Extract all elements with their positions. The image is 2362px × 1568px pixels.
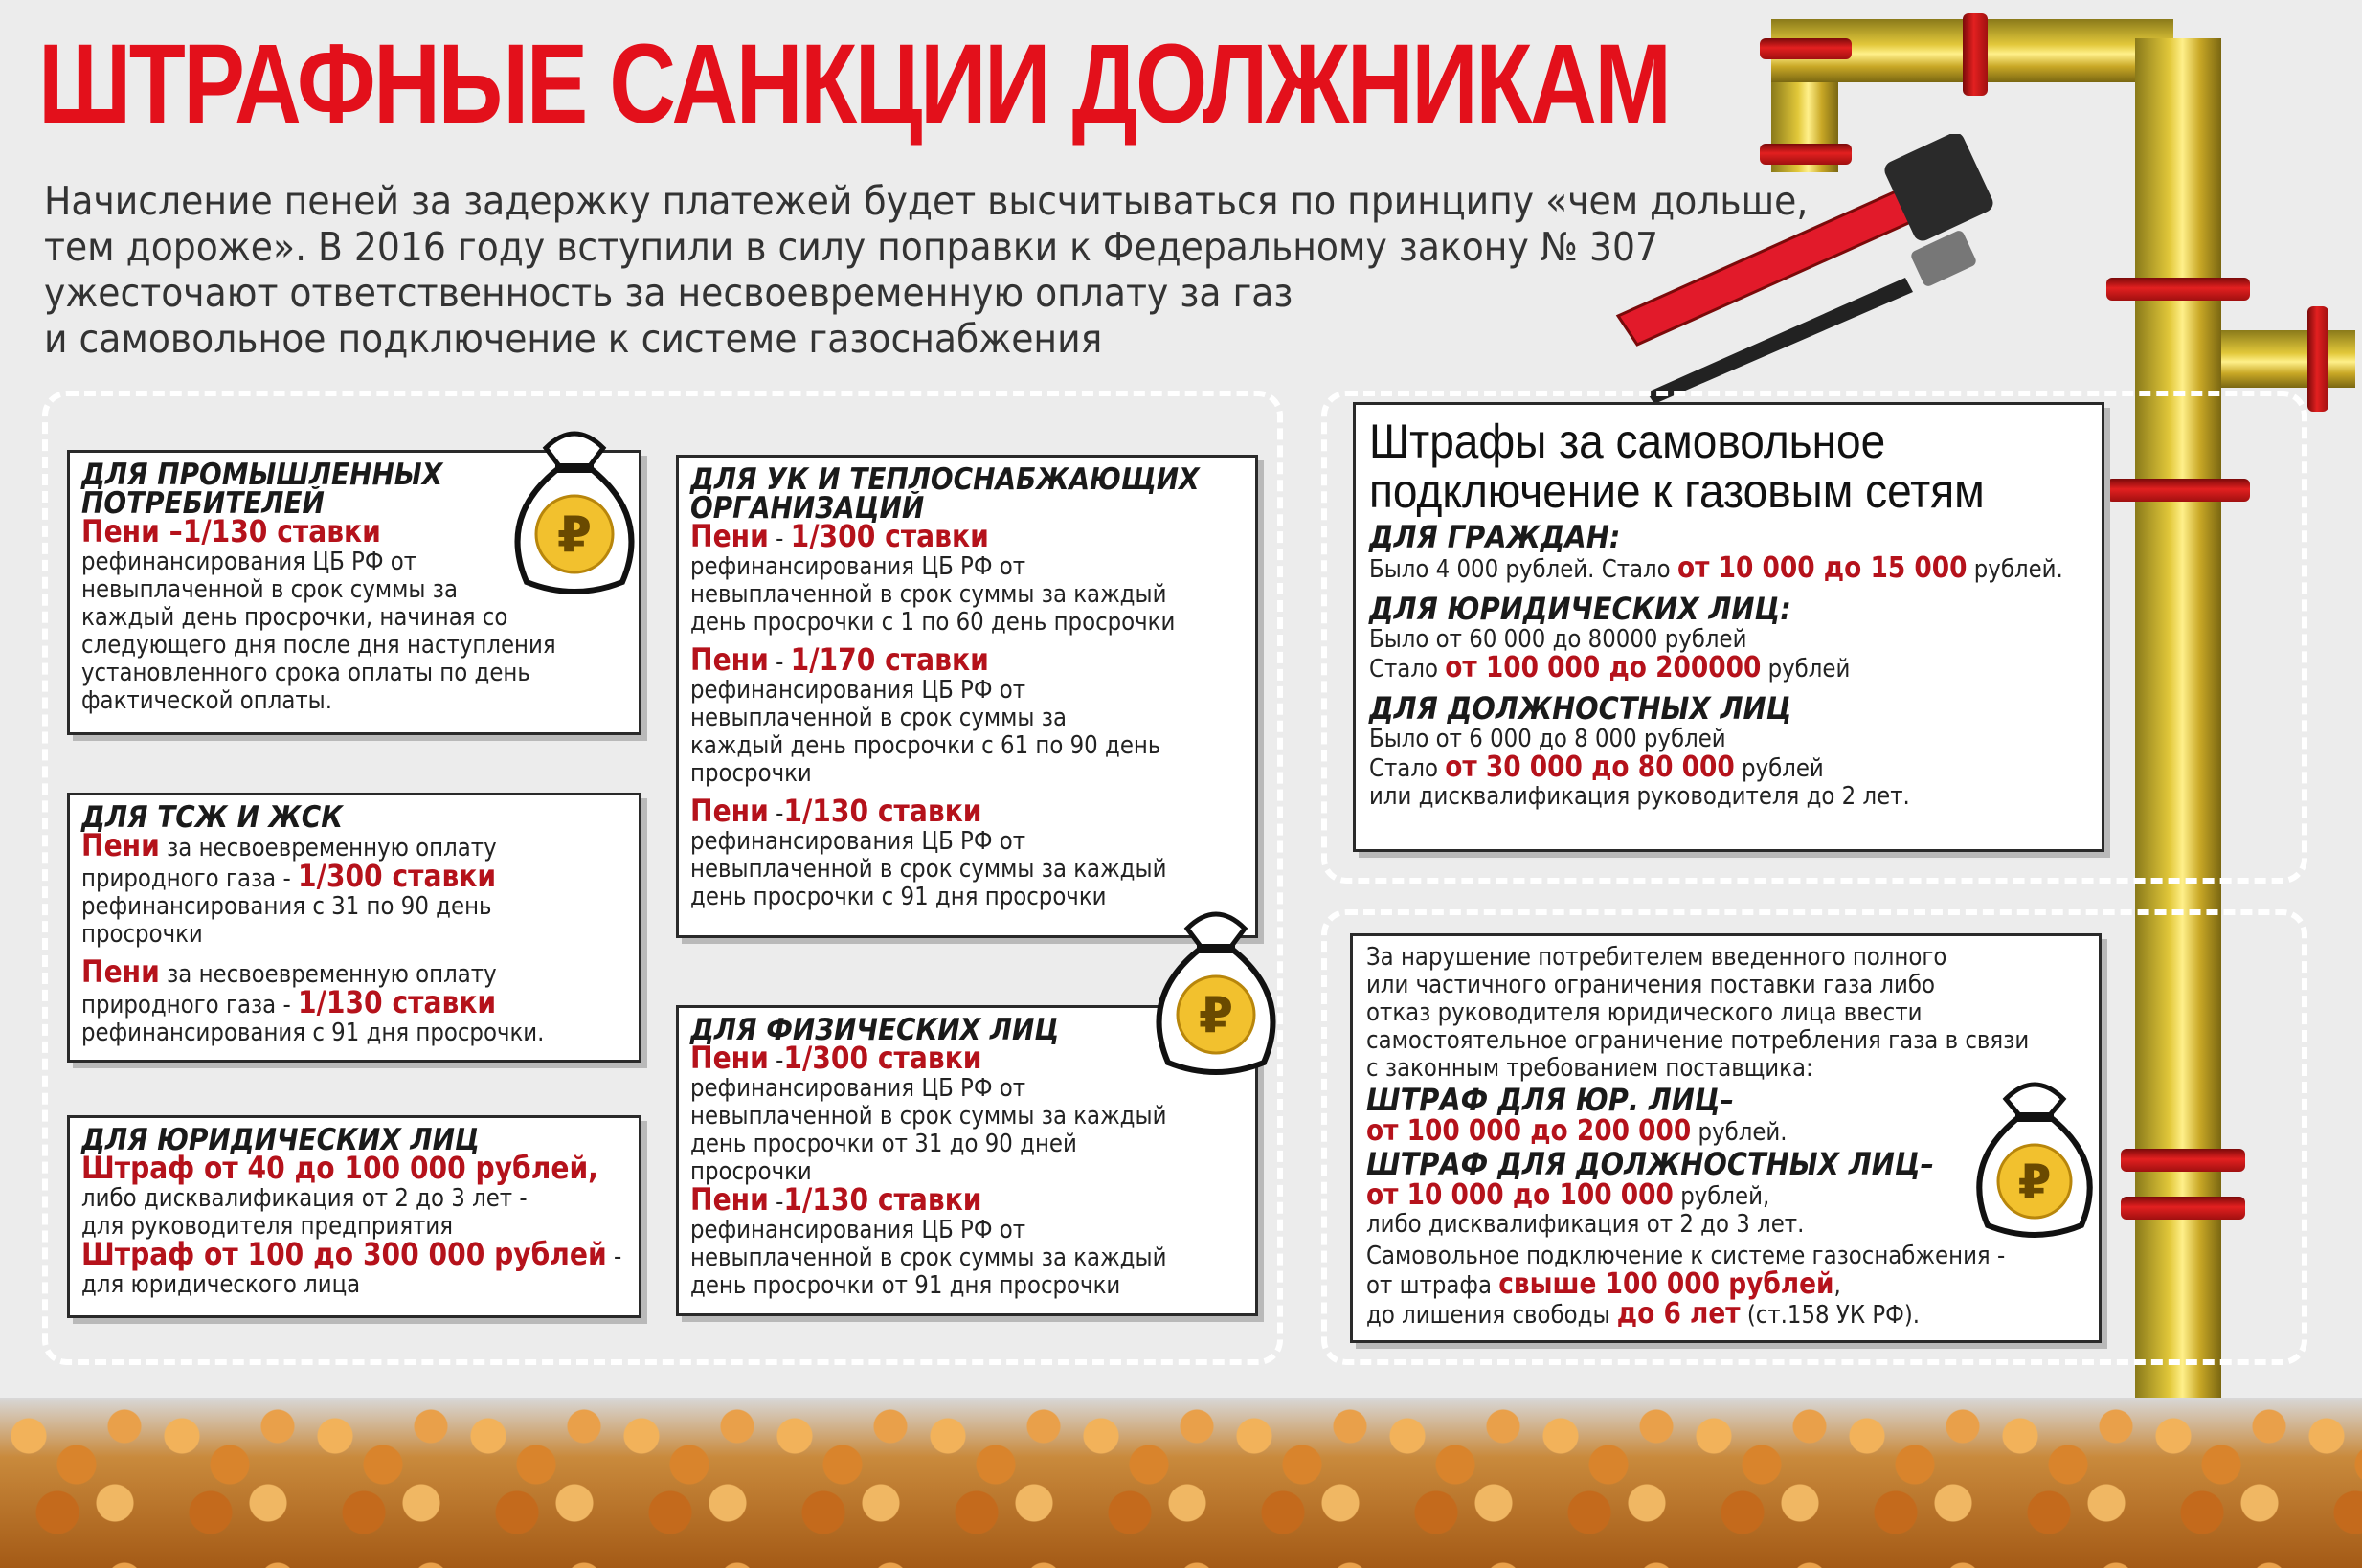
card-line: просрочки [690,1157,812,1186]
card-line: невыплаченной в срок суммы за каждый [690,1102,1167,1131]
penalty-rate: 1/300 ставки [783,1040,982,1076]
coins-image [0,1398,2362,1568]
unauthorized-connection-card [1353,402,2104,852]
card-line: рефинансирования с 31 по 90 день [81,892,492,921]
card-text: - [606,1243,622,1271]
card-line: рефинансирования с 91 дня просрочки. [81,1019,545,1047]
fine-amount: Штраф от 40 до 100 000 рублей, [81,1150,598,1186]
card-line: просрочки [81,920,203,949]
card-line: день просрочки с 1 по 60 день просрочки [690,608,1176,637]
fine-amount: от 30 000 до 80 000 [1445,750,1735,784]
card-text: за несвоевременную оплату [159,834,497,862]
card-line: либо дисквалификация от 2 до 3 лет - [81,1184,528,1213]
card-line: рефинансирования ЦБ РФ от [690,1216,1026,1244]
penalty-label: Пени [690,793,769,829]
penalty-rate: 1/300 ставки [790,518,989,554]
card-line: рефинансирования ЦБ РФ от [690,676,1026,705]
uk-heating-card [676,455,1258,938]
fine-amount: от 100 000 до 200 000 [1366,1114,1692,1148]
card-heading: подключение к газовым сетям [1369,464,1985,518]
card-text: природного газа - [81,991,298,1019]
card-text: за несвоевременную оплату [159,960,497,989]
card-line: самостоятельное ограничение потребления газа в связи [1366,1026,2030,1055]
lead-line: Начисление пеней за задержку платежей будет высчитываться по принципу «чем дольше, [44,178,1809,224]
penalty-label: Пени [690,518,769,554]
card-heading: Штрафы за самовольное [1369,414,1886,468]
penalty-label: Пени [81,827,160,863]
card-text: (ст.158 УК РФ). [1740,1301,1921,1330]
svg-text:₽: ₽ [2017,1154,2052,1210]
card-text: - [768,1188,784,1217]
card-text: рублей. [1691,1118,1788,1147]
card-line: просрочки [690,759,812,788]
card-text: Стало [1369,655,1446,683]
card-heading: ДЛЯ ТСЖ И ЖСК [81,800,344,835]
section-heading: ДЛЯ ГРАЖДАН: [1369,519,1621,555]
card-line: Самовольное подключение к системе газоснабжения - [1366,1242,2006,1270]
card-heading: ДЛЯ ФИЗИЧЕСКИХ ЛИЦ [690,1013,1060,1047]
card-line: или частичного ограничения поставки газа либо [1366,971,1936,999]
card-line: или дисквалификация руководителя до 2 лет. [1369,782,1910,811]
tszh-card [67,793,641,1063]
penalty-rate: 1/130 ставки [783,793,982,829]
penalty-rate: Пени –1/130 ставки [81,513,381,549]
legal-entities-card [67,1115,641,1318]
card-text: - [768,1046,784,1075]
card-line: каждый день просрочки с 61 по 90 день [690,731,1161,760]
card-text: до лишения свободы [1366,1301,1617,1330]
penalty-label: Пени [81,953,160,990]
svg-text:₽: ₽ [556,506,593,564]
penalty-rate: 1/130 ставки [297,984,497,1020]
lead-line: тем дороже». В 2016 году вступили в силу поправки к Федеральному закону № 307 [44,224,1658,270]
penalty-label: Пени [690,1181,769,1218]
section-heading: ДЛЯ ДОЛЖНОСТНЫХ ЛИЦ [1369,690,1792,727]
card-heading: ДЛЯ ЮРИДИЧЕСКИХ ЛИЦ [81,1123,480,1157]
card-heading: ДЛЯ ПРОМЫШЛЕННЫХ [81,458,443,492]
fine-amount: от 100 000 до 200000 [1445,651,1762,684]
lead-line: ужесточают ответственность за несвоевременную оплату за газ [44,270,1293,316]
card-line: для руководителя предприятия [81,1212,454,1241]
penalty-rate: 1/170 ставки [790,641,989,678]
card-line: с законным требованием поставщика: [1366,1054,1813,1083]
penalty-label: Пени [690,1040,769,1076]
card-text: - [768,799,784,828]
card-text: рублей [1734,754,1824,783]
section-heading: ШТРАФ ДЛЯ ЮР. ЛИЦ– [1366,1082,1735,1118]
card-heading: ПОТРЕБИТЕЛЕЙ [81,486,325,521]
card-text: - [768,525,791,553]
wrench-icon [1608,134,2011,402]
card-line: следующего дня после дня наступления [81,631,556,660]
card-line: невыплаченной в срок суммы за каждый [690,1243,1167,1272]
penalty-rate: 1/300 ставки [297,858,497,894]
section-heading: ДЛЯ ЮРИДИЧЕСКИХ ЛИЦ: [1369,591,1791,627]
lead-line: и самовольное подключение к системе газоснабжения [44,316,1103,362]
card-line: Было от 6 000 до 8 000 рублей [1369,725,1726,753]
card-heading: ОРГАНИЗАЦИЙ [690,491,925,526]
money-bag-ruble-icon [1130,890,1302,1082]
fine-amount: до 6 лет [1616,1297,1741,1331]
card-line: день просрочки с 91 дня просрочки [690,883,1107,911]
card-text: Стало [1369,754,1446,783]
card-line: день просрочки от 31 до 90 дней [690,1130,1077,1158]
fine-amount: Штраф от 100 до 300 000 рублей [81,1236,607,1272]
card-line: невыплаченной в срок суммы за [81,575,458,604]
card-line: для юридического лица [81,1270,361,1299]
money-bag-ruble-icon [488,410,661,601]
card-heading: ДЛЯ УК И ТЕПЛОСНАБЖАЮЩИХ [690,462,1200,497]
card-line: отказ руководителя юридического лица ввести [1366,998,1923,1027]
fine-amount: от 10 000 до 15 000 [1676,551,1968,585]
section-heading: ШТРАФ ДЛЯ ДОЛЖНОСТНЫХ ЛИЦ– [1366,1146,1934,1182]
card-text: рублей [1761,655,1851,683]
lead-paragraph [44,178,1809,362]
card-line: рефинансирования ЦБ РФ от [690,552,1026,581]
money-bag-ruble-icon [1953,1063,2116,1244]
page-title: ШТРАФНЫЕ САНКЦИИ ДОЛЖНИКАМ [38,21,1670,147]
card-line: невыплаченной в срок суммы за каждый [690,580,1167,609]
card-text: , [1833,1271,1841,1300]
card-line: установленного срока оплаты по день [81,659,530,687]
card-line: рефинансирования ЦБ РФ от [690,827,1026,856]
card-text: Было 4 000 рублей. Стало [1369,555,1677,584]
card-line: рефинансирования ЦБ РФ от [81,548,417,576]
svg-text:₽: ₽ [1198,987,1234,1044]
card-line: За нарушение потребителем введенного полного [1366,943,1947,972]
fine-amount: свыше 100 000 рублей [1498,1267,1834,1301]
card-text: рублей. [1967,555,2063,584]
card-line: рефинансирования ЦБ РФ от [690,1074,1026,1103]
card-line: невыплаченной в срок суммы за [690,704,1067,732]
card-line: каждый день просрочки, начиная со [81,603,508,632]
card-line: Было от 60 000 до 80000 рублей [1369,625,1747,654]
card-text: - [768,648,791,677]
card-line: фактической оплаты. [81,686,333,715]
card-text: от штрафа [1366,1271,1499,1300]
card-text: природного газа - [81,864,298,893]
card-line: невыплаченной в срок суммы за каждый [690,855,1167,884]
card-text: рублей, [1673,1182,1770,1211]
penalty-rate: 1/130 ставки [783,1181,982,1218]
card-line: либо дисквалификация от 2 до 3 лет. [1366,1210,1805,1239]
card-line: день просрочки от 91 дня просрочки [690,1271,1121,1300]
fine-amount: от 10 000 до 100 000 [1366,1178,1674,1212]
penalty-label: Пени [690,641,769,678]
